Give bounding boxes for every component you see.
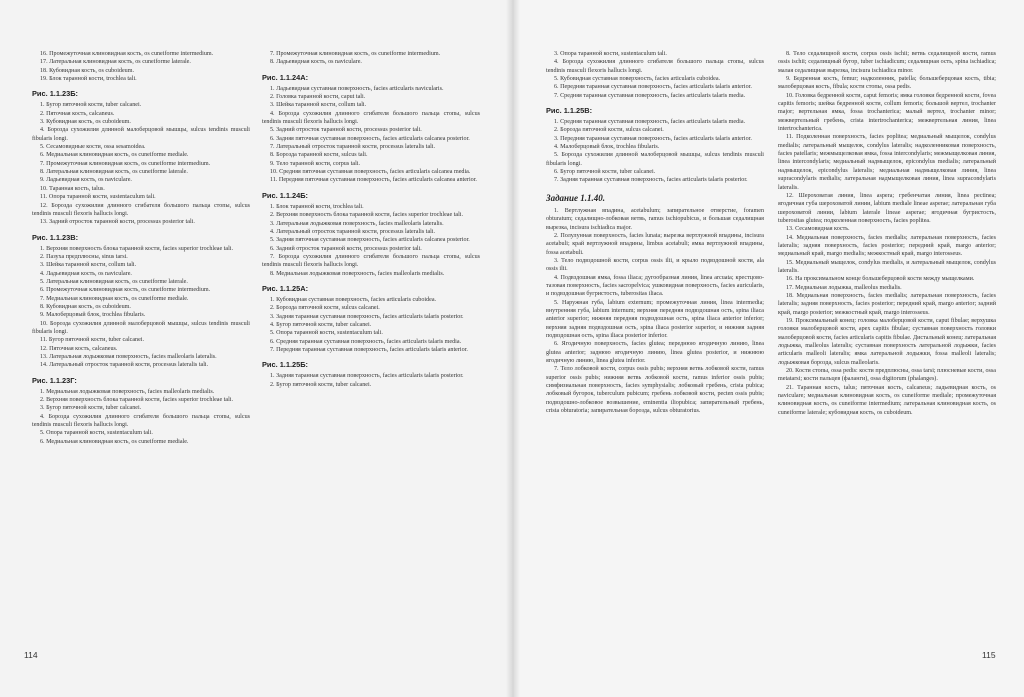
figure-heading: Рис. 1.1.25Б: [262, 360, 309, 370]
list-item: 1. Верхняя поверхность блока таранной кости, facies superior trochleae tali. [40, 245, 234, 252]
figure-heading: Рис. 1.1.24Б: [262, 190, 309, 200]
list-item: 1. Кубовидная суставная поверхность, facies articularis cuboidea. [270, 296, 437, 303]
list-item: 8. Тело седалищной кости, corpus ossis ischii; ветвь седалищной кости, ramus ossis ischii; седалищный бугор, tuber ischiadicum; седалищная ость, spina ischiadica; малая седалищная вырезка, incisura ischiadica minor. [778, 51, 996, 74]
list-item: 6. Медиальная клиновидная кость, os cuneiforme mediale. [40, 152, 189, 159]
list-item: 4. Борозда сухожилия длинного сгибателя большого пальца стопы, sulcus tendinis musculi flexoris hallucis longi. [262, 110, 480, 126]
list-item: 7. Промежуточная клиновидная кость, os cuneiforme intermedium. [270, 51, 441, 57]
list-item: 9. Малоберцовый блок, trochlea fibularis. [40, 312, 146, 319]
list-item: 8. Медиальная лодыжковая поверхность, facies malleolaris medialis. [270, 270, 445, 277]
list-item: 2. Головка таранной кости, caput tali. [270, 94, 366, 101]
list-item: 3. Кубовидная кость, os cuboideum. [40, 119, 131, 126]
list-item: 10. Средняя пяточная суставная поверхность, facies articularis calcanea media. [270, 169, 471, 176]
list-item: 19. Блок таранной кости, trochlea tali. [40, 76, 137, 83]
list-item: 7. Средняя таранная суставная поверхность, facies articularis talaris media. [554, 92, 746, 99]
list-item: 2. Пазуха предплюсны, sinus tarsi. [40, 253, 128, 260]
list-item: 1. Средняя таранная суставная поверхность, facies articularis talaris media. [554, 119, 746, 126]
figure-heading: Рис. 1.1.24А: [262, 72, 309, 82]
list-item: 2. Бугор пяточной кости, tuber calcanei. [270, 381, 372, 388]
list-item: 13. Задний отросток таранной кости, processus posterior tali. [40, 219, 195, 226]
list-item: 5. Латеральная клиновидная кость, os cuneiforme laterale. [40, 278, 188, 285]
right-page [512, 0, 1024, 697]
list-item: 4. Ладьевидная кость, os naviculare. [40, 270, 132, 277]
list-item: 6. Задний отросток таранной кости, processus posterior tali. [270, 245, 422, 252]
list-item: 15. Медиальный мыщелок, condylus medialis, и латеральный мыщелок, condylus lateralis. [778, 259, 996, 274]
list-item: 7. Латеральный отросток таранной кости, processus lateralis tali. [270, 144, 436, 151]
list-item: 5. Борозда сухожилия длинной малоберцовой мышцы, sulcus tendinis musculi fibularis longi. [546, 152, 764, 167]
list-item: 8. Кубовидная кость, os cuboideum. [40, 303, 131, 310]
list-item: 6. Бугор пяточной кости, tuber calcanei. [554, 169, 656, 176]
list-item: 13. Латеральная лодыжковая поверхность, facies malleolaris lateralis. [40, 354, 217, 360]
list-item: 6. Задняя пяточная суставная поверхность, facies articularis calcanea posterior. [270, 135, 470, 142]
list-item: 18. Кубовидная кость, os cuboideum. [40, 67, 134, 74]
list-item: 4. Подвздошная ямка, fossa iliaca; дугообразная линия, linea arcuata; крестцово-тазовая поверхность, facies sacropelvica; ушковидная поверхность, facies auricularis, и подвздошная бугристость, tuberositas iliaca. [546, 274, 764, 298]
list-item: 1. Блок таранной кости, trochlea tali. [270, 203, 364, 210]
figure-heading: Рис. 1.1.23Б: [32, 89, 79, 99]
list-item: 7. Передняя таранная суставная поверхность, facies articularis talaris anterior. [270, 346, 468, 353]
list-item: 1. Медиальная лодыжковая поверхность, facies malleolaris medialis. [40, 388, 215, 395]
list-item: 20. Кости стопы, ossa pedis: кости предплюсны, ossa tarsi; плюсневые кости, ossa metatarsi; кости пальцев (фаланги), ossa digitorum (phalanges). [778, 368, 996, 383]
list-item: 14. Латеральный отросток таранной кости, processus lateralis tali. [40, 362, 209, 369]
list-item: 12. Пяточная кость, calcaneus. [40, 345, 118, 352]
list-item: 9. Ладьевидная кость, os naviculare. [40, 177, 132, 184]
book-gutter-shadow [506, 0, 520, 697]
list-item: 3. Латеральная лодыжковая поверхность, facies malleolaris lateralis. [270, 220, 444, 227]
list-item: 5. Опора таранной кости, sustentaculum tali. [270, 330, 383, 337]
list-item: 2. Верхняя поверхность блока таранной кости, facies superior trochleae tali. [40, 397, 234, 404]
list-item: 3. Передняя таранная суставная поверхность, facies articularis talaris anterior. [554, 135, 752, 142]
list-item: 5. Задний отросток таранной кости, processus posterior tali. [270, 127, 422, 134]
list-item: 4. Латеральный отросток таранной кости, processus lateralis tali. [270, 228, 436, 235]
list-item: 7. Медиальная клиновидная кость, os cuneiforme mediale. [40, 295, 189, 302]
list-item: 11. Подколенная поверхность, facies poplitea; медиальный мыщелок, condylus medialis; латеральный мыщелок, condylus lateralis; надколенниковая поверхность, facies patellaris; межмыщелковая ямка, fossa intercondylaris; межмыщелковая линия, linea intercondylaris; медиальный надмыщелок, epicondylus medialis; латеральный надмыщелок, epicondylus lateralis; медиальная надмыщелковая линия, linea supracondylaris medialis; латеральная надмыщелковая линия, linea supracondylaris lateralis. [778, 134, 996, 191]
list-item: 4. Борозда сухожилия длинного сгибателя большого пальца стопы, sulcus tendinis musculi flexoris hallucis longi. [546, 59, 764, 74]
list-item: 3. Опора таранной кости, sustentaculum tali. [554, 51, 667, 57]
list-item: 11. Бугор пяточной кости, tuber calcanei. [40, 337, 145, 344]
list-item: 16. На проксимальном конце большеберцовой кости между мыщелками. [786, 276, 975, 283]
list-item: 10. Борозда сухожилия длинной малоберцовой мышцы, sulcus tendinis musculi fibularis longi. [32, 320, 250, 335]
left-column-2 [262, 50, 480, 640]
list-item: 17. Латеральная клиновидная кость, os cuneiforme laterale. [40, 59, 191, 66]
list-item: 21. Таранная кость, talus; пяточная кость, calcaneus; ладьевидная кость, os naviculare; медиальная клиновидная кость, os cuneiforme mediale; промежуточная клиновидная кость, os cuneiforme intermedium; латеральная клиновидная кость, os cuneiforme laterale; кубовидная кость, os cuboideum. [778, 384, 996, 416]
list-item: 1. Вертлужная впадина, acetabulum; запирательное отверстие, foramen obturatum; седалищно-лобковая ветвь, ramus ischiopubicus, и большая седалищная вырезка, incisura ischiadica major. [546, 207, 764, 231]
list-item: 14. Медиальная поверхность, facies medialis; латеральная поверхность, facies lateralis; задняя поверхность, facies posterior; передний край, margo anterior; медиальный край, margo medialis; межкостный край, margo interosseus. [778, 234, 996, 258]
list-item: 10. Таранная кость, talus. [40, 185, 105, 192]
list-item: 12. Борозда сухожилия длинного сгибателя большого пальца стопы, sulcus tendinis musculi flexoris hallucis longi. [32, 202, 250, 217]
list-item: 1. Ладьевидная суставная поверхность, facies articularis navicularis. [270, 85, 444, 92]
list-item: 13. Сесамовидная кость. [786, 226, 850, 233]
list-item: 3. Бугор пяточной кости, tuber calcanei. [40, 405, 142, 412]
list-item: 19. Проксимальный конец: головка малоберцовой кости, caput fibulae; верхушка головки малоберцовой кости, apex capitis fibulae; суставная поверхность головки малоберцовой кости, facies articularis capitis fibulae. Дистальный конец: латеральная лодыжка, malleolus lateralis; суставная поверхность латеральной лодыжки, facies articularis malleoli lateralis; ямка латеральной лодыжки, fossa malleoli lateralis; лодыжковая борозда, sulcus malleolaris. [778, 318, 996, 366]
list-item: 3. Тело подвздошной кости, corpus ossis ilii, и крыло подвздошной кости, ala ossis ilii. [546, 257, 764, 273]
list-item: 2. Верхняя поверхность блока таранной кости, facies superior trochleae tali. [270, 212, 464, 219]
list-item: 4. Борозда сухожилия длинного сгибателя большого пальца стопы, sulcus tendinis musculi flexoris hallucis longi. [32, 413, 250, 429]
list-item: 4. Борозда сухожилия длинной малоберцовой мышцы, sulcus tendinis musculi fibularis longi. [32, 127, 250, 142]
figure-heading: Рис. 1.1.23В: [32, 232, 79, 242]
list-item: 8. Ладьевидная кость, os naviculare. [270, 59, 362, 66]
list-item: 10. Головка бедренной кости, caput femoris; ямка головки бедренной кости, fovea capitis femoris; шейка бедренной кости, collum femoris; большой вертел, trochanter major; вертельная ямка, fossa trochanterica; малый вертел, trochanter minor; межвертельный гребень, crista intertrochanterica; межвертельная линия, linea intertrochanterica. [778, 92, 996, 133]
list-item: 16. Промежуточная клиновидная кость, os cuneiforme intermedium. [40, 51, 214, 57]
figure-heading: Рис. 1.1.25А: [262, 283, 309, 293]
page-number-left: 114 [24, 650, 38, 660]
list-item: 1. Бугор пяточной кости, tuber calcanei. [40, 102, 142, 109]
right-column-2 [778, 50, 996, 640]
list-item: 4. Бугор пяточной кости, tuber calcanei. [270, 321, 372, 328]
section-heading: Задание 1.1.40. [546, 192, 606, 203]
list-item: 7. Промежуточная клиновидная кость, os cuneiforme intermedium. [40, 160, 211, 167]
list-item: 12. Шероховатая линия, linea aspera; гребенчатая линия, linea pectinea; ягодичная губа шероховатой линии, labium mediale lineae asperae; латеральная губа шероховатой линии, labium laterale lineae asperae; ягодичная бугристость, tuberositas glutea; подколенная поверхность, facies poplitea. [778, 192, 996, 224]
list-item: 7. Тело лобковой кости, corpus ossis pubis; верхняя ветвь лобковой кости, ramus superior ossis pubis; нижняя ветвь лобковой кости, ramus inferior ossis pubis; симфизиальная поверхность, facies symphysialis; лобковый гребень, crista pubica; лобковый бугорок, tuberculum pubicum; гребень лобковой кости, pecten ossis pubis; подвздошно-лобковое возвышение, eminentia iliopubica; запирательный гребень, crista obturatoria; запирательная борозда, sulcus obturatorius. [546, 366, 764, 415]
list-item: 6. Медиальная клиновидная кость, os cuneiforme mediale. [40, 438, 189, 445]
list-item: 2. Пяточная кость, calcaneus. [40, 110, 115, 117]
list-item: 6. Средняя таранная суставная поверхность, facies articularis talaris media. [270, 338, 462, 345]
list-item: 5. Кубовидная суставная поверхность, facies articularis cuboidea. [554, 76, 721, 83]
figure-heading: Рис. 1.1.23Г: [32, 375, 77, 385]
list-item: 11. Опора таранной кости, sustentaculum tali. [40, 194, 156, 201]
right-column-1 [546, 50, 764, 640]
list-item: 7. Задняя таранная суставная поверхность, facies articularis talaris posterior. [554, 177, 748, 184]
list-item: 8. Борозда таранной кости, sulcus tali. [270, 152, 368, 159]
list-item: 18. Медиальная поверхность, facies medialis; латеральная поверхность, facies lateralis; задняя поверхность, facies posterior; передний край, margo anterior; задний край, margo posterior; межкостный край, margo interosseus. [778, 292, 996, 316]
left-column-1 [32, 50, 250, 640]
list-item: 17. Медиальная лодыжка, malleolus medialis. [786, 284, 902, 291]
list-item: 6. Промежуточная клиновидная кость, os cuneiforme intermedium. [40, 287, 211, 294]
list-item: 1. Задняя таранная суставная поверхность, facies articularis talaris posterior. [270, 373, 464, 380]
list-item: 4. Малоберцовый блок, trochlea fibularis. [554, 144, 660, 151]
list-item: 8. Латеральная клиновидная кость, os cuneiforme laterale. [40, 169, 188, 176]
list-item: 6. Ягодичную поверхность, facies glutea; переднюю ягодичную линию, linea glutea anterior; заднюю ягодичную линию, linea glutea posterior, и нижнюю ягодичную линию, linea glutea inferior. [546, 341, 764, 364]
list-item: 5. Сесамовидные кости, ossa sesamoidea. [40, 144, 146, 151]
list-item: 11. Передняя пяточная суставная поверхность, facies articularis calcanea anterior. [270, 177, 477, 184]
list-item: 2. Борозда пяточной кости, sulcus calcanei. [270, 305, 380, 312]
list-item: 5. Опора таранной кости, sustentaculum tali. [40, 430, 153, 437]
list-item: 7. Борозда сухожилия длинного сгибателя большого пальца стопы, sulcus tendinis musculi flexoris hallucis longi. [262, 253, 480, 269]
list-item: 9. Бедренная кость, femur; надколенник, patella; большеберцовая кость, tibia; малоберцовая кость, fibula; кости стопы, ossa pedis. [778, 76, 996, 91]
list-item: 6. Передняя таранная суставная поверхность, facies articularis talaris anterior. [554, 84, 752, 91]
page-number-right: 115 [982, 650, 996, 660]
list-item: 3. Задняя таранная суставная поверхность, facies articularis talaris posterior. [270, 313, 464, 320]
list-item: 5. Наружная губа, labium externum; промежуточная линия, linea intermedia; внутренняя губа, labium internum; верхняя передняя подвздошная ость, spina iliaca anterior superior; нижняя передняя подвздошная ость, spina iliaca anterior inferior; верхняя задняя подвздошная ость, spina iliaca posterior superior, и нижняя задняя подвздошная ость, spina iliaca posterior inferior. [546, 299, 764, 339]
figure-heading: Рис. 1.1.25В: [546, 106, 593, 116]
list-item: 2. Полулунная поверхность, facies lunata; вырезка вертлужной впадины, incisura acetabuli; край вертлужной впадины, limbus acetabuli; ямка вертлужной впадины, fossa acetabuli. [546, 232, 764, 256]
list-item: 9. Тело таранной кости, corpus tali. [270, 160, 361, 167]
list-item: 3. Шейка таранной кости, collum tali. [270, 102, 367, 109]
list-item: 2. Борозда пяточной кости, sulcus calcanei. [554, 127, 664, 134]
list-item: 5. Задняя пяточная суставная поверхность, facies articularis calcanea posterior. [270, 237, 470, 244]
list-item: 3. Шейка таранной кости, collum tali. [40, 262, 137, 269]
